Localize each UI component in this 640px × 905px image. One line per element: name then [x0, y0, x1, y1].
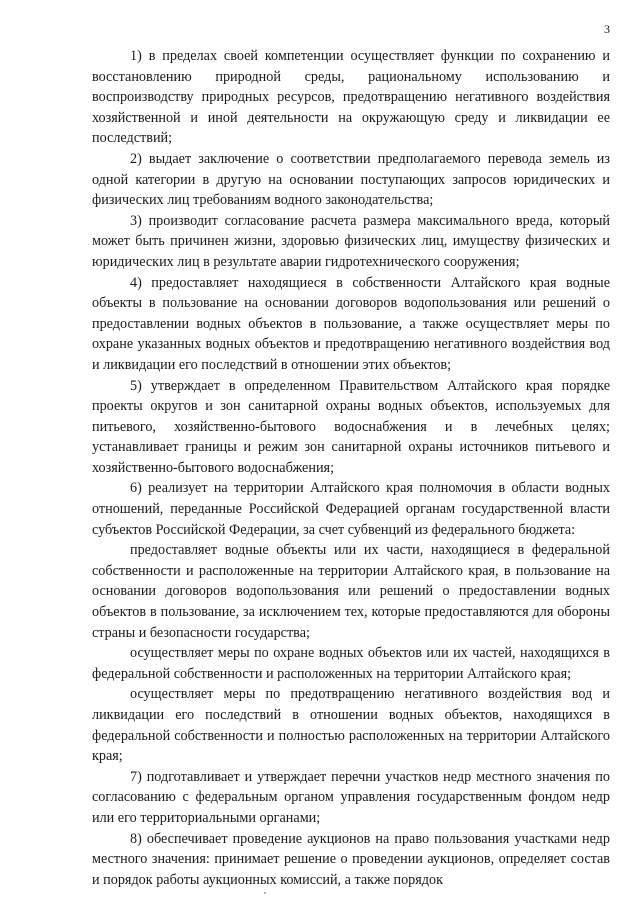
paragraph-3: 3) производит согласование расчета размера максимального вреда, который может быть причинен жизни, здоровью физических лиц, имуществу физических и юридических лиц в результате аварии гидротехнического сооружения;: [92, 212, 610, 270]
paragraph-8: 8) обеспечивает проведение аукционов на право пользования участками недр местного значения: принимает решение о проведении аукционов, определяет состав и порядок работы аукционных комиссий, а также порядок: [92, 830, 610, 888]
paragraph-6-item-2: осуществляет меры по охране водных объектов или их частей, находящихся в федеральной собственности и расположенных на территории Алтайского края;: [92, 645, 610, 682]
document-body: [92, 46, 610, 890]
paragraph-6: 6) реализует на территории Алтайского края полномочия в области водных отношений, переданные Российской Федерацией органам государственной власти субъектов Российской Федерации, за счет субвенций из федерального бюджета:: [92, 480, 610, 538]
paragraph-6-item-3: осуществляет меры по предотвращению негативного воздействия вод и ликвидации его последствий в отношении водных объектов, находящихся в федеральной собственности и полностью расположенных на территории Алтайского края;: [92, 686, 610, 765]
paragraph-2: 2) выдает заключение о соответствии предполагаемого перевода земель из одной категории в другую на основании поступающих запросов юридических и физических лиц требованиям водного законодательства;: [92, 150, 610, 209]
paragraph-4: 4) предоставляет находящиеся в собственности Алтайского края водные объекты в пользование на основании договоров водопользования или решений о предоставлении водных объектов в пользование, а также осуществляет меры по охране указанных водных объектов и предотвращению негативного воздействия вод и ликвидации его последствий в отношении этих объектов;: [92, 274, 610, 373]
scan-artifact-dot: [264, 892, 266, 894]
paragraph-7: 7) подготавливает и утверждает перечни участков недр местного значения по согласованию с федеральным органом управления государственным фондом недр или его территориальными органами;: [92, 768, 610, 826]
paragraph-5: 5) утверждает в определенном Правительством Алтайского края порядке проекты округов и зон санитарной охраны водных объектов, используемых для питьевого, хозяйственно-бытового водоснабжения и в лечебных целях; устанавливает границы и режим зон санитарной охраны источников питьевого и хозяйственно-бытового водоснабжения;: [92, 377, 610, 476]
paragraph-1: 1) в пределах своей компетенции осуществляет функции по сохранению и восстановлению природной среды, рациональному использованию и воспроизводству природных ресурсов, предотвращению негативного воздействия хозяйственной и иной деятельности на окружающую среду и ликвидации ее последствий;: [92, 48, 610, 147]
paragraph-6-item-1: предоставляет водные объекты или их части, находящиеся в федеральной собственности и расположенные на территории Алтайского края, в пользование на основании договоров водопользования или решений о предоставлении водных объектов в пользование, за исключением тех, которые предоставляются для обороны страны и безопасности государства;: [92, 542, 610, 641]
page-number: 3: [604, 22, 610, 36]
